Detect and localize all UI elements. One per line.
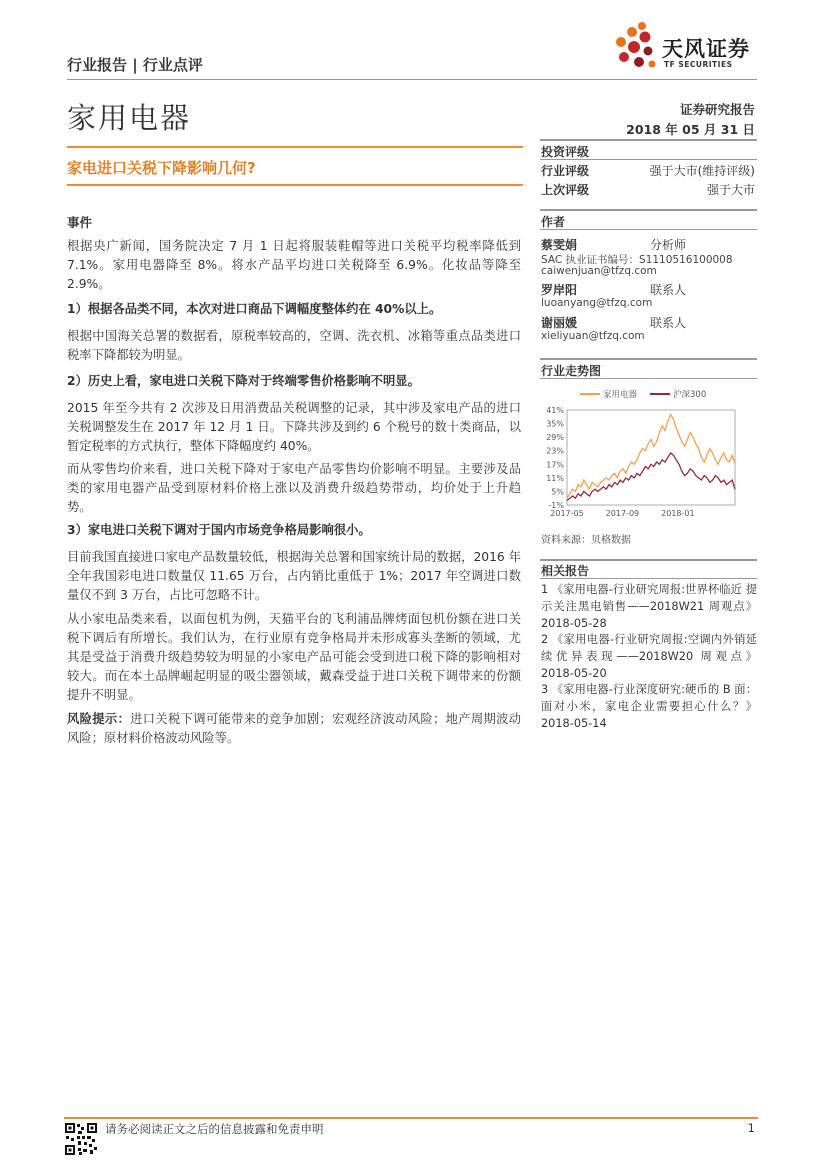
chart-y-tick-label: 41% xyxy=(546,406,564,415)
related-report-date: 2018-05-28 xyxy=(541,617,607,630)
headline-top-rule xyxy=(67,146,523,148)
paragraph-4: 而从零售均价来看，进口关税下降对于家电产品零售均价影响不明显。主要涉及品类的家用电器产品受到原材料价格上涨以及消费升级趋势带动，均价处于上升趋势。 xyxy=(67,462,521,514)
chart-series-line xyxy=(567,415,735,499)
chart-y-tick-label: 11% xyxy=(546,473,564,483)
footer-disclaimer: 请务必阅读正文之后的信息披露和免责申明 xyxy=(105,1122,324,1136)
report-type: 证券研究报告 xyxy=(679,102,755,117)
author-name: 罗岸阳 xyxy=(541,283,578,297)
headline: 家电进口关税下降影响几何? xyxy=(67,159,256,177)
industry-title: 家用电器 xyxy=(67,101,192,135)
headline-bottom-rule xyxy=(67,184,523,186)
chart-y-tick-label: 5% xyxy=(551,487,564,497)
rating-label-previous: 上次评级 xyxy=(541,183,590,197)
chart-source: 资料来源：贝格数据 xyxy=(541,535,631,546)
author-name: 谢丽媛 xyxy=(541,316,578,330)
related-report-title: 3 《家用电器-行业深度研究:硬币的 B 面：面对小米，家电企业需要担心什么？》 xyxy=(541,683,757,713)
report-category: 行业报告 | 行业点评 xyxy=(67,56,203,74)
risk-warning xyxy=(67,710,521,748)
header-divider xyxy=(67,79,757,80)
industry-trend-chart xyxy=(540,382,757,522)
chart-y-tick-label: -1% xyxy=(548,501,564,510)
chart-y-tick-label: 23% xyxy=(546,446,564,456)
rating-value-current: 强于大市(维持评级) xyxy=(649,164,755,178)
risk-text: 进口关税下调可能带来的竞争加剧；宏观经济波动风险；地产周期波动风险；原材料价格波动风险等。 xyxy=(67,712,521,745)
related-report-item[interactable] xyxy=(541,681,757,732)
related-report-title: 2 《家用电器-行业研究周报:空调内外销延续优异表现——2018W20 周观点》 xyxy=(541,633,757,663)
trend-header-rule xyxy=(540,378,757,379)
author-role: 分析师 xyxy=(650,238,687,252)
author-email[interactable]: caiwenjuan@tfzq.com xyxy=(541,265,657,277)
page-number: 1 xyxy=(747,1121,755,1135)
chart-y-tick-label: 29% xyxy=(546,433,564,443)
footer-rule xyxy=(64,1117,758,1119)
chart-series-line xyxy=(567,453,735,501)
logo-text-en: TF SECURITIES xyxy=(664,60,733,69)
authors-header: 作者 xyxy=(541,215,566,229)
paragraph-6: 从小家电品类来看，以面包机为例，天猫平台的飞利浦品牌烤面包机份额在进口关税下调后有所增长。我们认为，在行业原有竞争格局并未形成寡头垄断的领域，尤其是受益于消费升级趋势较为明显的小家电产品可能会受到进口税下降的影响相对较大。而在本土品牌崛起明显的吸尘器领域，戴森受益于进口关税下调带来的份额提升不明显。 xyxy=(67,612,521,702)
trend-chart-svg xyxy=(540,382,757,522)
paragraph-2: 根据中国海关总署的数据看，原税率较高的，空调、洗衣机、冰箱等重点品类进口税率下降都较为明显。 xyxy=(67,329,521,362)
finding-3-heading: 3）家电进口关税下调对于国内市场竞争格局影响很小。 xyxy=(67,523,371,537)
related-report-item[interactable] xyxy=(541,581,757,632)
sidebar-top-rule xyxy=(540,139,757,141)
author-role: 联系人 xyxy=(650,283,687,297)
related-top-rule xyxy=(540,559,757,561)
chart-legend-label: 家用电器 xyxy=(603,390,638,400)
author-email[interactable]: xieliyuan@tfzq.com xyxy=(541,330,645,342)
chart-x-tick-label: 2017-09 xyxy=(605,509,640,518)
paragraph-3: 2015 年至今共有 2 次涉及日用消费品关税调整的记录，其中涉及家电产品的进口关税调整发生在 2017 年 12 月 1 日。下降共涉及到约 6 个税号的数十类商品，以暂定税率的方式执行，整体下降幅度约 40%。 xyxy=(67,401,521,453)
author-cert: SAC 执业证书编号：S1110516100008 xyxy=(541,254,733,266)
author-name: 蔡雯娟 xyxy=(541,238,578,252)
rating-value-previous: 强于大市 xyxy=(706,183,755,197)
author-role: 联系人 xyxy=(650,316,687,330)
tf-logo-icon xyxy=(612,20,662,72)
report-date: 2018 年 05 月 31 日 xyxy=(626,122,755,137)
related-report-title: 1 《家用电器-行业研究周报:世界杯临近 提示关注黑电销售——2018W21 周观点》 xyxy=(541,583,757,613)
related-header-rule xyxy=(540,578,757,579)
trend-top-rule xyxy=(540,358,757,360)
chart-legend-label: 沪深300 xyxy=(673,390,707,400)
related-report-date: 2018-05-14 xyxy=(541,717,607,730)
chart-y-tick-label: 35% xyxy=(546,419,564,429)
author-email[interactable]: luoanyang@tfzq.com xyxy=(541,297,653,309)
trend-header: 行业走势图 xyxy=(541,364,602,378)
paragraph-1: 根据央广新闻，国务院决定 7 月 1 日起将服装鞋帽等进口关税平均税率降低到 7.1%。家用电器降至 8%。将水产品平均进口关税降至 6.9%。化妆品等降至 2.9%。 xyxy=(67,239,521,291)
related-report-date: 2018-05-20 xyxy=(541,667,607,680)
related-report-item[interactable] xyxy=(541,631,757,682)
qr-code-icon xyxy=(64,1122,98,1156)
paragraph-5: 目前我国直接进口家电产品数量较低，根据海关总署和国家统计局的数据，2016 年全年我国彩电进口数量仅 11.65 万台，占内销比重低于 1%；2017 年空调进口数量仅不到 3 万台，占比可忽略不计。 xyxy=(67,550,521,602)
logo-text-cn: 天风证券 xyxy=(662,37,750,61)
chart-x-tick-label: 2018-01 xyxy=(661,509,695,518)
authors-top-rule xyxy=(540,209,757,211)
company-logo xyxy=(612,20,662,72)
rating-header-rule xyxy=(540,159,757,160)
finding-2-heading: 2）历史上看，家电进口关税下降对于终端零售价格影响不明显。 xyxy=(67,374,420,388)
chart-y-tick-label: 17% xyxy=(546,460,564,470)
chart-x-tick-label: 2017-05 xyxy=(550,509,584,518)
related-header: 相关报告 xyxy=(541,564,590,578)
authors-header-rule xyxy=(540,229,757,230)
rating-header: 投资评级 xyxy=(541,145,590,159)
finding-1-heading: 1）根据各品类不同，本次对进口商品下调幅度整体约在 40%以上。 xyxy=(67,302,442,316)
event-header: 事件 xyxy=(67,215,93,230)
rating-label-current: 行业评级 xyxy=(541,164,590,178)
risk-label: 风险提示： xyxy=(67,712,131,726)
